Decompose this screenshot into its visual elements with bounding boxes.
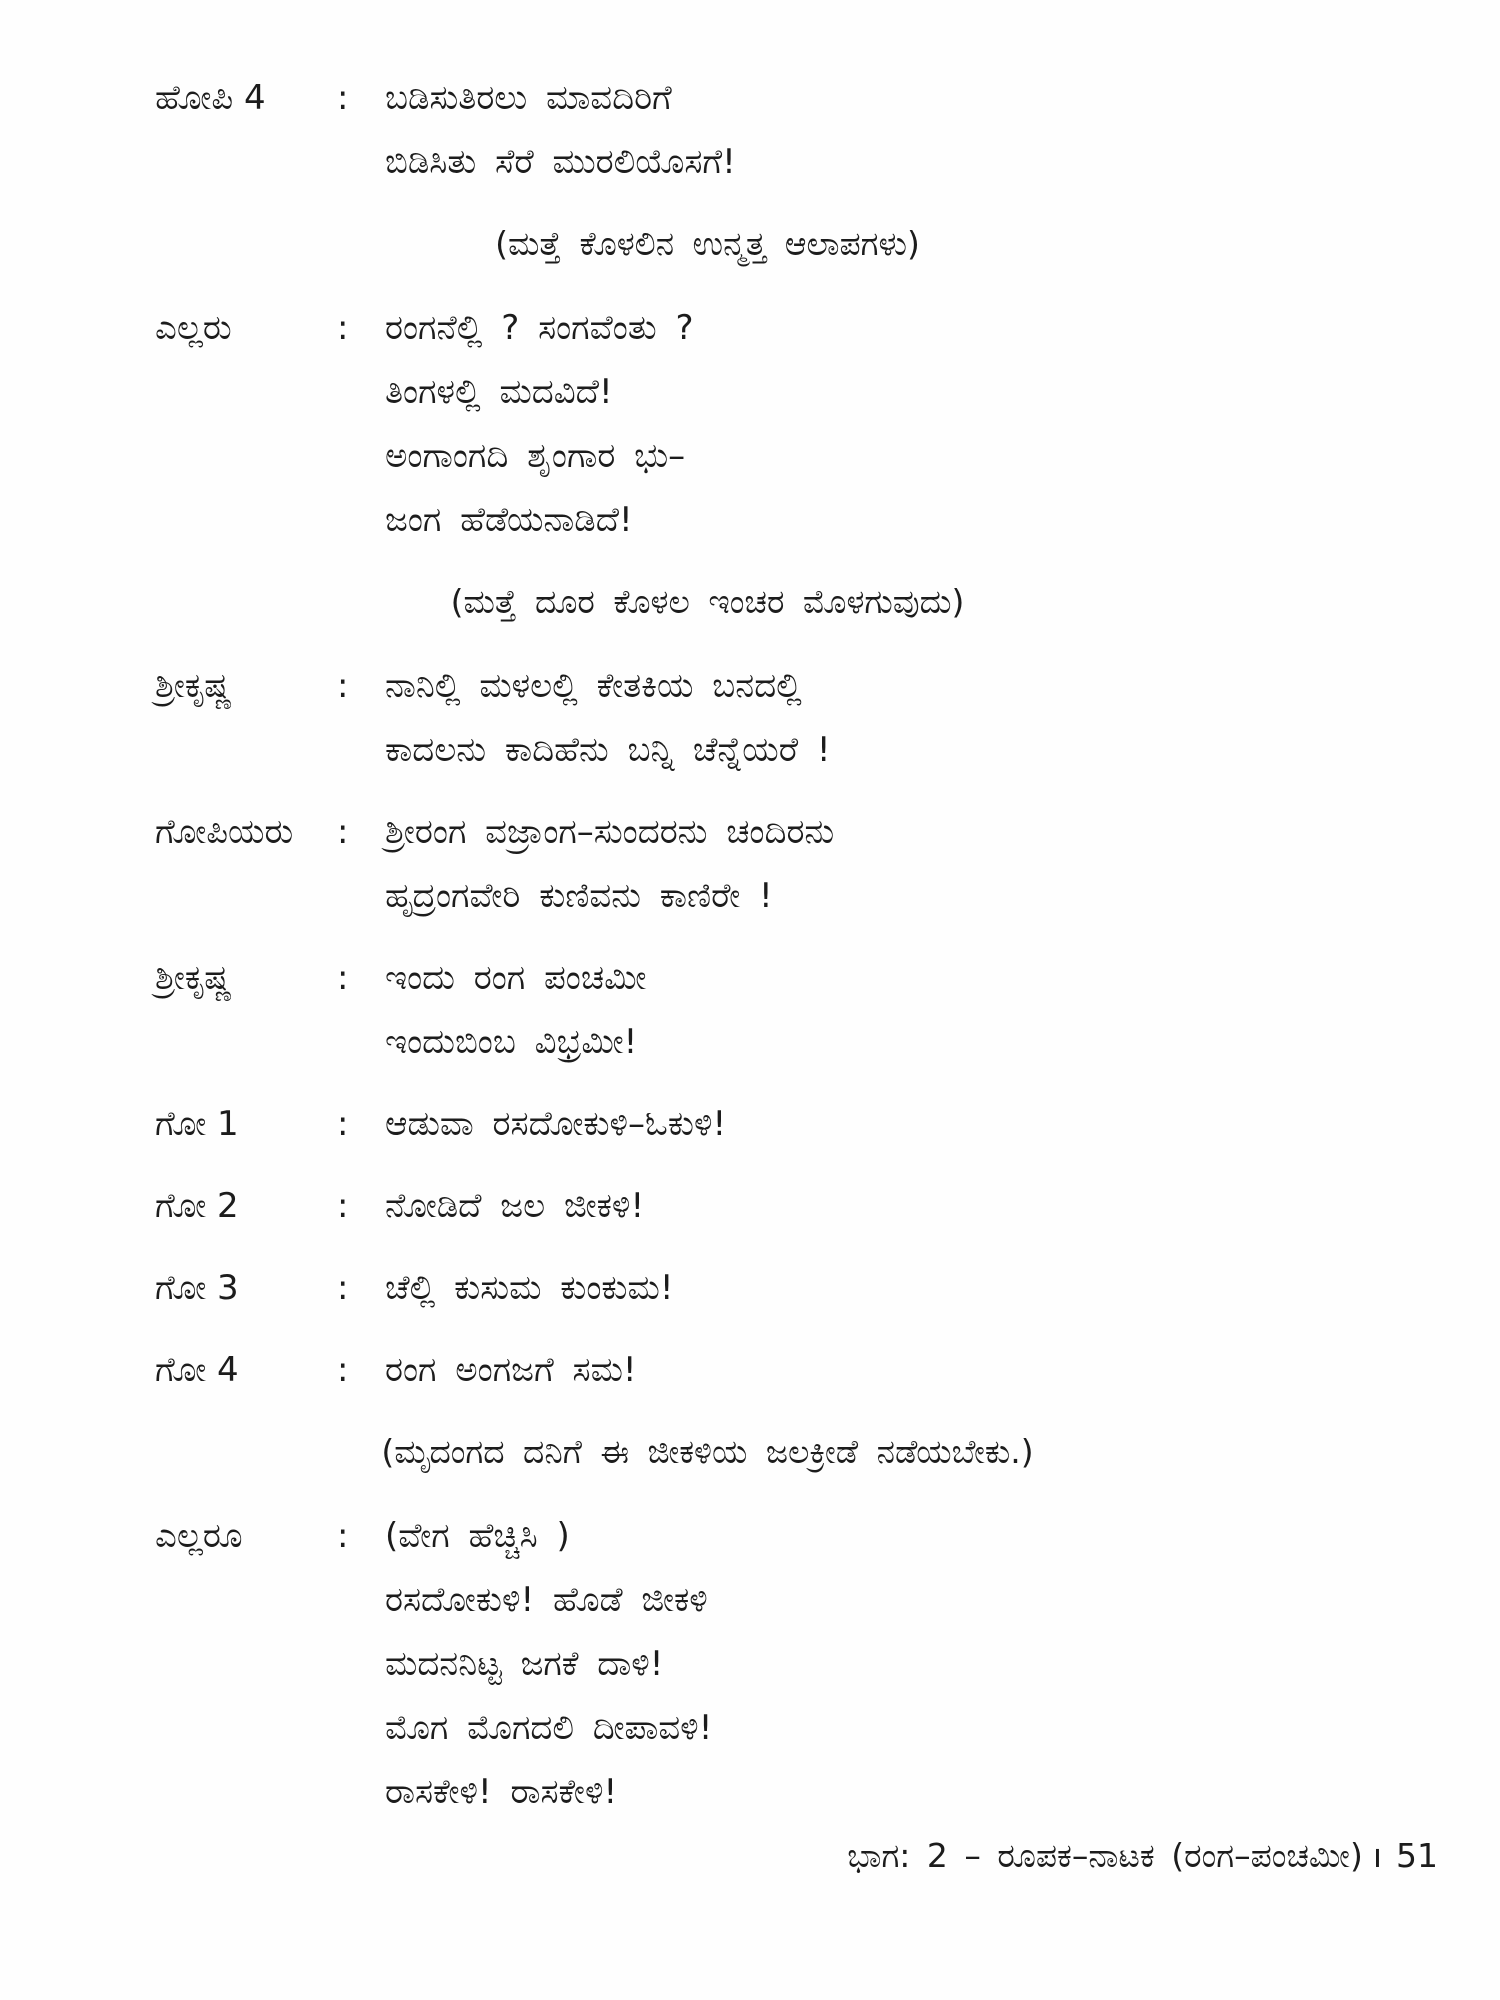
dialogue-line: ರಸದೋಕುಳಿ! ಹೊಡೆ ಜೀಕಳಿ xyxy=(385,1580,708,1620)
dialogue-line: ರಂಗನೆಲ್ಲಿ ? ಸಂಗವೆಂತು ? xyxy=(385,308,694,348)
dialogue-line: ರಾಸಕೇಳಿ! ರಾಸಕೇಳಿ! xyxy=(385,1772,618,1812)
speaker-colon: : xyxy=(337,308,349,348)
dialogue-line: ಇಂದು ರಂಗ ಪಂಚಮೀ xyxy=(385,958,647,998)
speaker-colon: : xyxy=(337,958,349,998)
dialogue-block xyxy=(155,296,1410,552)
dialogue-block xyxy=(155,66,1410,194)
dialogue-line: ಜಂಗ ಹೆಡೆಯನಾಡಿದೆ! xyxy=(385,500,633,540)
footer-separator: ı xyxy=(1372,1836,1382,1875)
speaker-name: ಹೋಪಿ 4 xyxy=(155,78,266,118)
dialogue-line: ಇಂದುಬಿಂಬ ವಿಭ್ರಮೀ! xyxy=(385,1022,638,1062)
dialogue-block xyxy=(155,1174,1410,1238)
dialogue-line: ಆಡುವಾ ರಸದೋಕುಳಿ–ಓಕುಳಿ! xyxy=(385,1104,727,1144)
dialogue-block xyxy=(155,946,1410,1074)
dialogue-block xyxy=(155,1092,1410,1156)
dialogue-line: ಬಿಡಿಸಿತು ಸೆರೆ ಮುರಲಿಯೊಸಗೆ! xyxy=(385,142,736,182)
dialogue-lines xyxy=(385,1338,1410,1402)
speaker-colon: : xyxy=(337,1268,349,1308)
speaker-name: ಎಲ್ಲರು xyxy=(155,308,232,348)
dialogue-lines xyxy=(385,1504,1410,1824)
speaker-colon: : xyxy=(337,1516,349,1556)
dialogue-line: ಅಂಗಾಂಗದಿ ಶೃಂಗಾರ ಭು– xyxy=(385,436,686,476)
speaker-colon: : xyxy=(337,812,349,852)
page-footer xyxy=(847,1834,1438,1878)
dialogue-block xyxy=(155,1256,1410,1320)
speaker-name: ಎಲ್ಲರೂ xyxy=(155,1516,243,1556)
dialogue-line: ರಂಗ ಅಂಗಜಗೆ ಸಮ! xyxy=(385,1350,637,1390)
speaker-name: ಗೋ 2 xyxy=(155,1186,239,1226)
speaker-name: ಗೋ 1 xyxy=(155,1104,239,1144)
stage-direction: (ಮೃದಂಗದ ದನಿಗೆ ಈ ಜೀಕಳಿಯ ಜಲಕ್ರೀಡೆ ನಡೆಯಬೇಕು.) xyxy=(381,1432,1034,1471)
speaker-name: ಶ್ರೀಕೃಷ್ಣ xyxy=(155,958,233,998)
speaker-colon: : xyxy=(337,666,349,706)
stage-direction: (ಮತ್ತೆ ದೂರ ಕೊಳಲ ಇಂಚರ ಮೊಳಗುವುದು) xyxy=(450,582,965,621)
dialogue-block xyxy=(155,654,1410,782)
dialogue-lines xyxy=(385,66,1410,194)
dialogue-line: ಶ್ರೀರಂಗ ವಜ್ರಾಂಗ–ಸುಂದರನು ಚಂದಿರನು xyxy=(385,812,835,852)
script-body xyxy=(155,66,1410,1842)
dialogue-lines xyxy=(385,1256,1410,1320)
speaker-colon: : xyxy=(337,1186,349,1226)
speaker-colon: : xyxy=(337,78,349,118)
dialogue-line: ನೋಡಿದೆ ಜಲ ಜೀಕಳಿ! xyxy=(385,1186,645,1226)
dialogue-line: ಚೆಲ್ಲಿ ಕುಸುಮ ಕುಂಕುಮ! xyxy=(385,1268,674,1308)
dialogue-line: ಬಡಿಸುತಿರಲು ಮಾವದಿರಿಗೆ xyxy=(385,78,672,118)
speaker-name: ಶ್ರೀಕೃಷ್ಣ xyxy=(155,666,233,706)
dialogue-lines xyxy=(385,1092,1410,1156)
dialogue-block xyxy=(155,1338,1410,1402)
dialogue-block xyxy=(155,1504,1410,1824)
dialogue-line: ನಾನಿಲ್ಲಿ ಮಳಲಲ್ಲಿ ಕೇತಕಿಯ ಬನದಲ್ಲಿ xyxy=(385,666,802,706)
page-number: 51 xyxy=(1396,1836,1438,1875)
stage-direction: (ಮತ್ತೆ ಕೊಳಲಿನ ಉನ್ಮತ್ತ ಆಲಾಪಗಳು) xyxy=(495,224,920,263)
dialogue-line: (ವೇಗ ಹೆಚ್ಚಿಸಿ ) xyxy=(385,1516,570,1556)
dialogue-line: ಕಾದಲನು ಕಾದಿಹೆನು ಬನ್ನಿ ಚೆನ್ನೆಯರೆ ! xyxy=(385,730,831,770)
speaker-name: ಗೋ 3 xyxy=(155,1268,239,1308)
speaker-colon: : xyxy=(337,1350,349,1390)
dialogue-line: ಹೃದ್ರಂಗವೇರಿ ಕುಣಿವನು ಕಾಣಿರೇ ! xyxy=(385,876,773,916)
footer-section-label: ಭಾಗ: 2 – ರೂಪಕ–ನಾಟಕ (ರಂಗ–ಪಂಚಮೀ) xyxy=(847,1836,1363,1875)
dialogue-line: ತಿಂಗಳಲ್ಲಿ ಮದವಿದೆ! xyxy=(385,372,613,412)
dialogue-lines xyxy=(385,1174,1410,1238)
dialogue-block xyxy=(155,800,1410,928)
speaker-name: ಗೋಪಿಯರು xyxy=(155,812,294,852)
speaker-colon: : xyxy=(337,1104,349,1144)
speaker-name: ಗೋ 4 xyxy=(155,1350,239,1390)
dialogue-lines xyxy=(385,946,1410,1074)
dialogue-lines xyxy=(385,654,1410,782)
dialogue-lines xyxy=(385,800,1410,928)
dialogue-line: ಮದನನಿಟ್ಟ ಜಗಕೆ ದಾಳಿ! xyxy=(385,1644,664,1684)
dialogue-lines xyxy=(385,296,1410,552)
dialogue-line: ಮೊಗ ಮೊಗದಲಿ ದೀಪಾವಳಿ! xyxy=(385,1708,713,1748)
